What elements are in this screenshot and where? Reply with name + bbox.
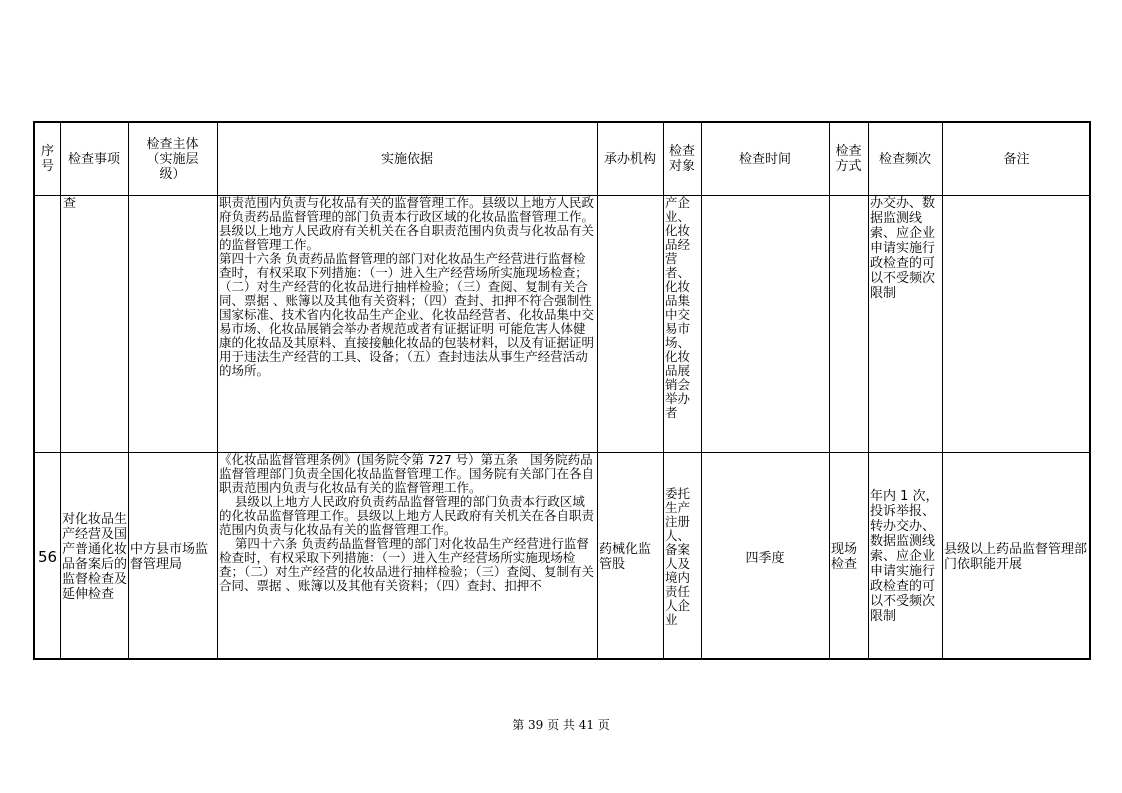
header-time: 检查时间 [738, 151, 791, 167]
column-divider [60, 123, 61, 658]
row2-agency: 药械化监管股 [599, 541, 652, 572]
column-divider [217, 123, 218, 658]
header-target: 检查 对象 [668, 144, 695, 174]
row2-seq: 56 [37, 547, 58, 566]
row2-item: 对化妆品生产经营及国产普通化妆品备案后的监督检查及延伸检查 [62, 511, 127, 602]
header-subject: 检查主体 （实施层 级） [146, 136, 199, 182]
row1-basis: 职责范围内负责与化妆品有关的监督管理工作。县级以上地方人民政府负责药品监督管理的部门负责本行政区域的化妆品监督管理工作。县级以上地方人民政府有关机关在各自职责范围内负责与化妆品有关的监督管理工作。 第四十六条 负责药品监督管理的部门对化妆品生产经营进行监督检查时，有权采取下列措施：（一）进入生产经营场所实施现场检查；（二）对生产经营的化妆品进行抽样检验；（三）查阅、复制有关合同、票据 、账簿以及其他有关资料；（四）查封、扣押不符合强制性国家标准、技术省内化妆品生产企业、化妆品经营者、化妆品集中交易市场、化妆品展销会举办者规范或者有证据证明 可能危害人体健康的化妆品及其原料、直接接触化妆品的包装材料，以及有证据证明用于违法生产经营的工具、设备；（五）查封违法从事生产经营活动的场所。 [219, 196, 595, 378]
header-item: 检查事项 [67, 151, 120, 167]
column-divider [597, 123, 598, 658]
header-frequency: 检查频次 [878, 151, 931, 167]
row2-basis: 《化妆品监督管理条例》(国务院令第 727 号）第五条 国务院药品监督管理部门负责全国化妆品监督管理工作。国务院有关部门在各自职责范围内负责与化妆品有关的监督管理工作。 县级以上地方人民政府负责药品监督管理的部门负责本行政区域的化妆品监督管理工作。县级以上地方人民政府有关机关在各自职责范围内负责与化妆品有关的监督管理工作。 第四十六条 负责药品监督管理的部门对化妆品生产经营进行监督检查时，有权采取下列措施：（一）进入生产经营场所实施现场检查；（二）对生产经营的化妆品进行抽样检验；（三）查阅、复制有关合同、票据 、账簿以及其他有关资料；（四）查封、扣押不 [219, 453, 595, 593]
column-divider [868, 123, 869, 658]
header-remark: 备注 [1003, 151, 1030, 167]
row2-time: 四季度 [745, 551, 785, 566]
header-basis: 实施依据 [380, 151, 433, 167]
column-divider [829, 123, 830, 658]
row1-target: 产企业、化妆品经营者、化妆品集中交易市场、化妆品展销会举办者 [665, 196, 691, 420]
row2-target: 委托生产注册人、备案人及境内责任人企业 [665, 485, 691, 627]
inspection-table [33, 121, 1091, 660]
row2-method: 现场检查 [831, 541, 858, 572]
row1-item: 查 [63, 197, 77, 211]
column-divider [128, 123, 129, 658]
header-method: 检查 方式 [835, 144, 862, 174]
row2-remark: 县级以上药品监督管理部门依职能开展 [944, 541, 1088, 572]
header-agency: 承办机构 [603, 151, 656, 167]
row1-frequency: 办交办、数据监测线索、应企业申请实施行政检查的可以不受频次限制 [870, 196, 936, 301]
column-divider [663, 123, 664, 658]
row2-subject: 中方县市场监督管理局 [130, 541, 209, 572]
column-divider [942, 123, 943, 658]
header-seq: 序号 [40, 144, 54, 174]
row2-frequency: 年内 1 次，投诉举报、转办交办、数据监测线索、应企业申请实施行政检查的可以不受频次限制 [870, 489, 939, 624]
page-footer: 第 39 页 共 41 页 [512, 718, 610, 732]
